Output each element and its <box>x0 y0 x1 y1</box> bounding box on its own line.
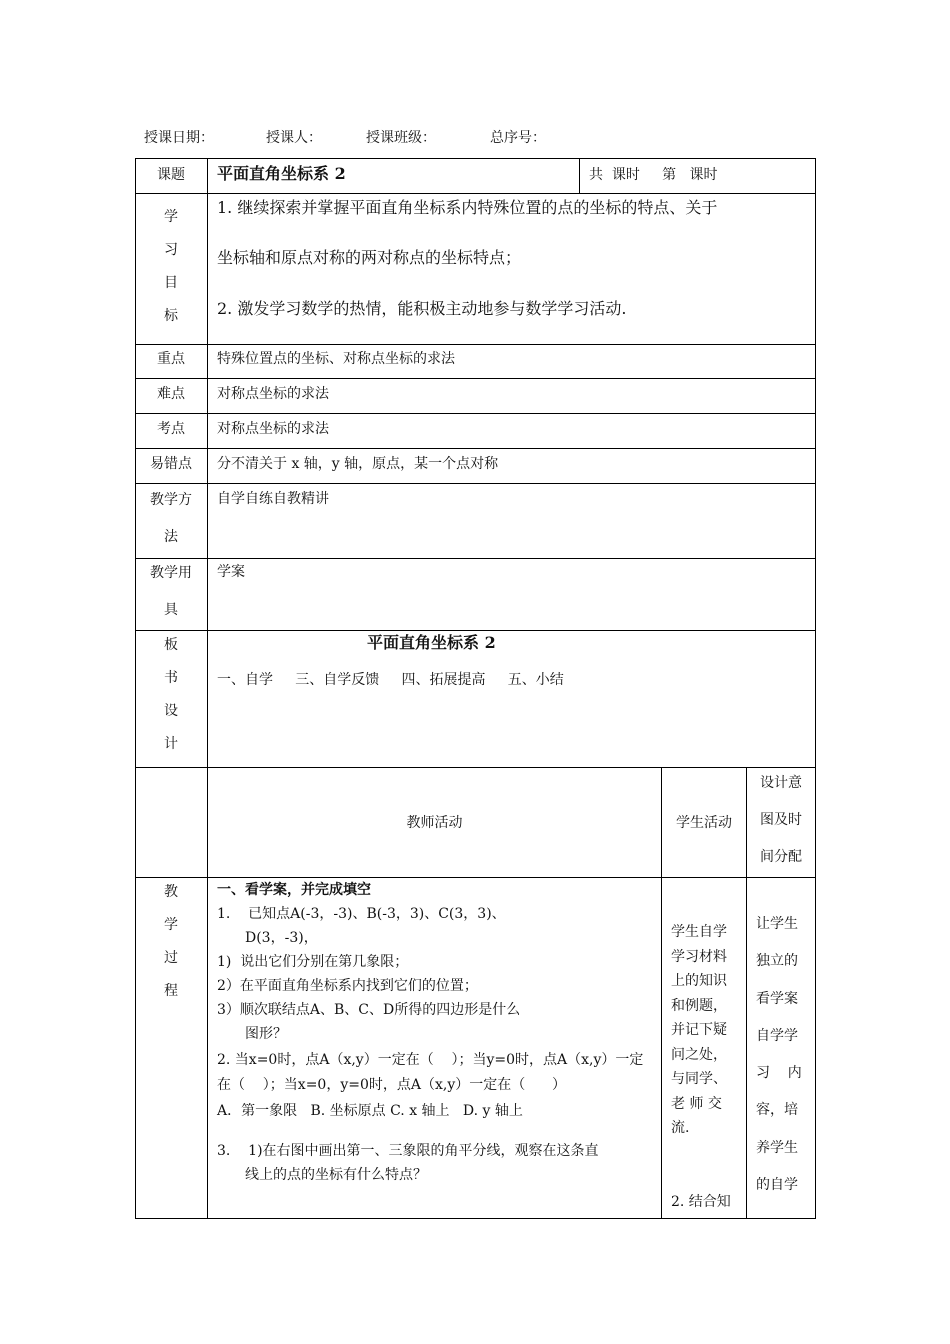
student-activity-header: 学生活动 <box>676 814 732 831</box>
section-heading: 一、看学案，并完成填空 <box>217 882 371 898</box>
question-3: 3. 1)在右图中画出第一、三象限的角平分线，观察在这条直 <box>217 1143 599 1159</box>
board-outline: 一、自学 三、自学反馈 四、拓展提高 五、小结 <box>217 672 564 688</box>
question-1: 1. 已知点A(-3，-3)、B(-3，3)、C(3，3)、 <box>217 906 506 922</box>
question-1-part-2: 2）在平面直角坐标系内找到它们的位置； <box>217 978 478 994</box>
exam-point-value: 对称点坐标的求法 <box>217 421 329 437</box>
teacher-label: 授课人： <box>266 130 322 146</box>
goals-label: 学 习 目 标 <box>164 209 178 324</box>
exam-point-label: 考点 <box>157 421 185 437</box>
design-intent-content: 让学生 独立的 看学案 自学学 习 内 容，培 养学生 的自学 <box>756 916 802 1194</box>
topic-label: 课题 <box>157 167 185 183</box>
key-point-value: 特殊位置点的坐标、对称点坐标的求法 <box>217 351 455 367</box>
goals-line-3: 2. 激发学习数学的热情，能积极主动地参与数学学习活动. <box>217 299 627 318</box>
method-label: 教学方 法 <box>150 492 192 545</box>
teacher-activity-header: 教师活动 <box>406 814 463 831</box>
question-1-part-3-cont: 图形？ <box>245 1026 287 1042</box>
document-header <box>144 127 546 147</box>
key-point-label: 重点 <box>157 351 185 367</box>
class-label: 授课班级： <box>366 130 436 146</box>
serial-label: 总序号： <box>490 130 546 146</box>
method-value: 自学自练自教精讲 <box>217 491 329 507</box>
goals-line-2: 坐标轴和原点对称的两对称点的坐标特点； <box>217 248 522 267</box>
question-1-cont: D(3，-3)， <box>245 930 318 946</box>
error-prone-label: 易错点 <box>150 456 192 472</box>
tools-value: 学案 <box>217 564 245 580</box>
difficulty-label: 难点 <box>157 386 185 402</box>
process-label: 教 学 过 程 <box>164 884 178 999</box>
topic-value: 平面直角坐标系 2 <box>217 164 346 183</box>
question-2: 2. 当x=0时，点A（x,y）一定在（ ）；当y=0时，点A（x,y）一定 <box>217 1052 644 1068</box>
goals-line-1: 1. 继续探索并掌握平面直角坐标系内特殊位置的点的坐标的特点、关于 <box>217 198 718 217</box>
question-1-part-3: 3）顺次联结点A、B、C、D所得的四边形是什么 <box>217 1002 521 1018</box>
difficulty-value: 对称点坐标的求法 <box>217 386 329 402</box>
lesson-count: 共 课时 第 课时 <box>589 167 718 183</box>
lesson-plan-table <box>135 158 816 1219</box>
date-label: 授课日期： <box>144 130 214 146</box>
question-1-part-1: 1) 说出它们分别在第几象限； <box>217 954 409 970</box>
teacher-activity-content <box>208 878 661 1218</box>
question-2-options: A．第一象限 B. 坐标原点 C. x 轴上 D. y 轴上 <box>217 1103 523 1119</box>
board-design-label: 板 书 设 计 <box>164 637 178 752</box>
board-title: 平面直角坐标系 2 <box>367 633 496 652</box>
tools-label: 教学用 具 <box>150 565 192 618</box>
design-intent-header: 设计意 图及时 间分配 <box>760 775 802 865</box>
question-2-cont: 在（ ）；当x=0，y=0时，点A（x,y）一定在（ ） <box>217 1077 566 1093</box>
student-activity-content: 学生自学 学习材料 上的知识 和例题， 并记下疑 问之处， 与同学、 老 师 交 流. 2. 结合知 <box>671 924 731 1210</box>
error-prone-value: 分不清关于 x 轴，y 轴，原点，某一个点对称 <box>217 456 499 472</box>
question-3-cont: 线上的点的坐标有什么特点？ <box>245 1167 427 1183</box>
